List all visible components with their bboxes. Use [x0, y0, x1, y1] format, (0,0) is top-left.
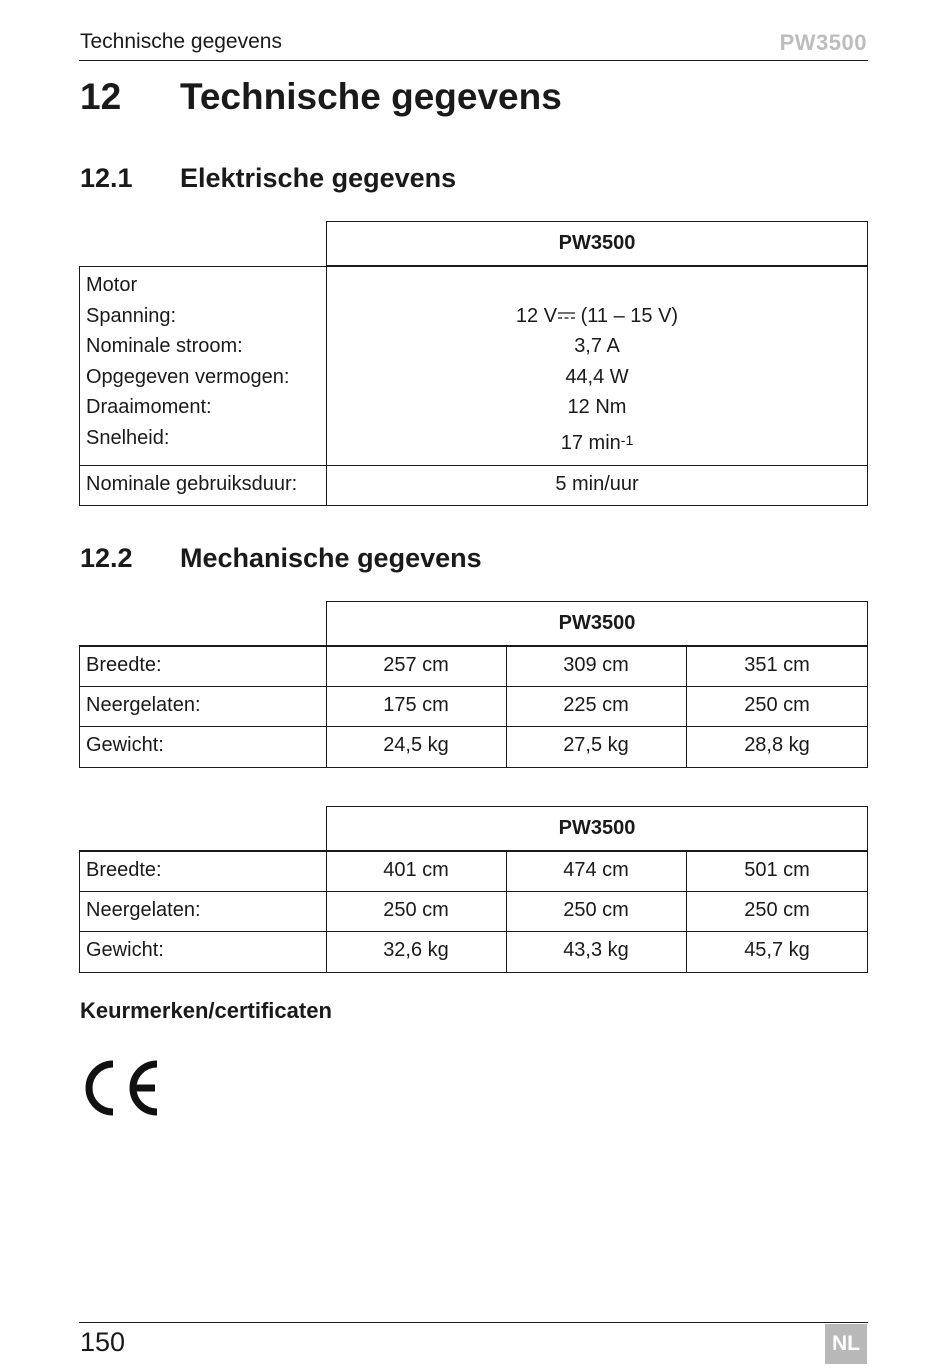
table-column-header: PW3500 — [558, 612, 636, 634]
table-cell: 32,6 kg — [383, 939, 449, 961]
table-cell: 501 cm — [744, 859, 810, 881]
table-column-header: PW3500 — [558, 232, 636, 254]
row-label: Neergelaten: — [86, 694, 201, 716]
running-header-section: Technische gegevens — [80, 30, 282, 53]
ce-mark-icon — [80, 1058, 162, 1123]
footer-rule — [79, 1322, 868, 1323]
chapter-number: 12 — [80, 76, 122, 117]
table-row-divider — [79, 465, 868, 466]
certificates-title: Keurmerken/certificaten — [80, 998, 332, 1023]
table-header-rule — [326, 265, 868, 267]
duty-label: Nominale gebruiksduur: — [86, 473, 298, 495]
table-cell: 250 cm — [563, 899, 629, 921]
running-header-product: PW3500 — [779, 30, 867, 55]
table-cell: 225 cm — [563, 694, 629, 716]
superscript: -1 — [620, 432, 634, 448]
spec-label: Opgegeven vermogen: — [86, 366, 290, 388]
row-label: Gewicht: — [86, 939, 164, 961]
section-title-electrical: Elektrische gegevens — [180, 163, 457, 193]
table-header-rule — [79, 645, 868, 647]
dc-symbol-icon — [558, 311, 575, 320]
table-cell: 175 cm — [383, 694, 449, 716]
table-cell: 43,3 kg — [563, 939, 629, 961]
table-column-header: PW3500 — [558, 817, 636, 839]
table-cell: 28,8 kg — [744, 734, 810, 756]
table-cell: 401 cm — [383, 859, 449, 881]
table-cell: 24,5 kg — [383, 734, 449, 756]
table-row-divider — [79, 726, 868, 727]
table-cell: 27,5 kg — [563, 734, 629, 756]
table-row-divider — [79, 686, 868, 687]
table-cell: 45,7 kg — [744, 939, 810, 961]
duty-value: 5 min/uur — [555, 473, 639, 495]
table-cell: 309 cm — [563, 654, 629, 676]
spec-value: 44,4 W — [565, 366, 629, 388]
section-number-mechanical: 12.2 — [80, 543, 133, 573]
section-number-electrical: 12.1 — [80, 163, 133, 193]
table-cell: 257 cm — [383, 654, 449, 676]
header-rule — [79, 60, 868, 61]
table-cell: 250 cm — [383, 899, 449, 921]
row-label: Breedte: — [86, 654, 162, 676]
row-label: Gewicht: — [86, 734, 164, 756]
row-label: Neergelaten: — [86, 899, 201, 921]
spec-value: 12 V (11 – 15 V) — [515, 305, 679, 327]
table-cell: 250 cm — [744, 899, 810, 921]
spec-value: 12 Nm — [567, 396, 627, 418]
table-cell: 351 cm — [744, 654, 810, 676]
spec-value: 17 $\min^{-1}$ — [560, 432, 634, 454]
language-badge: NL — [825, 1324, 867, 1364]
chapter-title: Technische gegevens — [180, 76, 562, 117]
row-label: Breedte: — [86, 859, 162, 881]
section-title-mechanical: Mechanische gegevens — [180, 543, 482, 573]
motor-group-label: Motor — [86, 274, 138, 296]
table-header-rule — [79, 850, 868, 852]
page-number: 150 — [80, 1327, 126, 1357]
table-row-divider — [79, 891, 868, 892]
spec-label: Spanning: — [86, 305, 177, 327]
table-row-divider — [79, 931, 868, 932]
table-cell: 250 cm — [744, 694, 810, 716]
spec-label: Snelheid: — [86, 427, 170, 449]
spec-label: Draaimoment: — [86, 396, 212, 418]
table-cell: 474 cm — [563, 859, 629, 881]
spec-value: 3,7 A — [574, 335, 620, 357]
spec-label: Nominale stroom: — [86, 335, 243, 357]
